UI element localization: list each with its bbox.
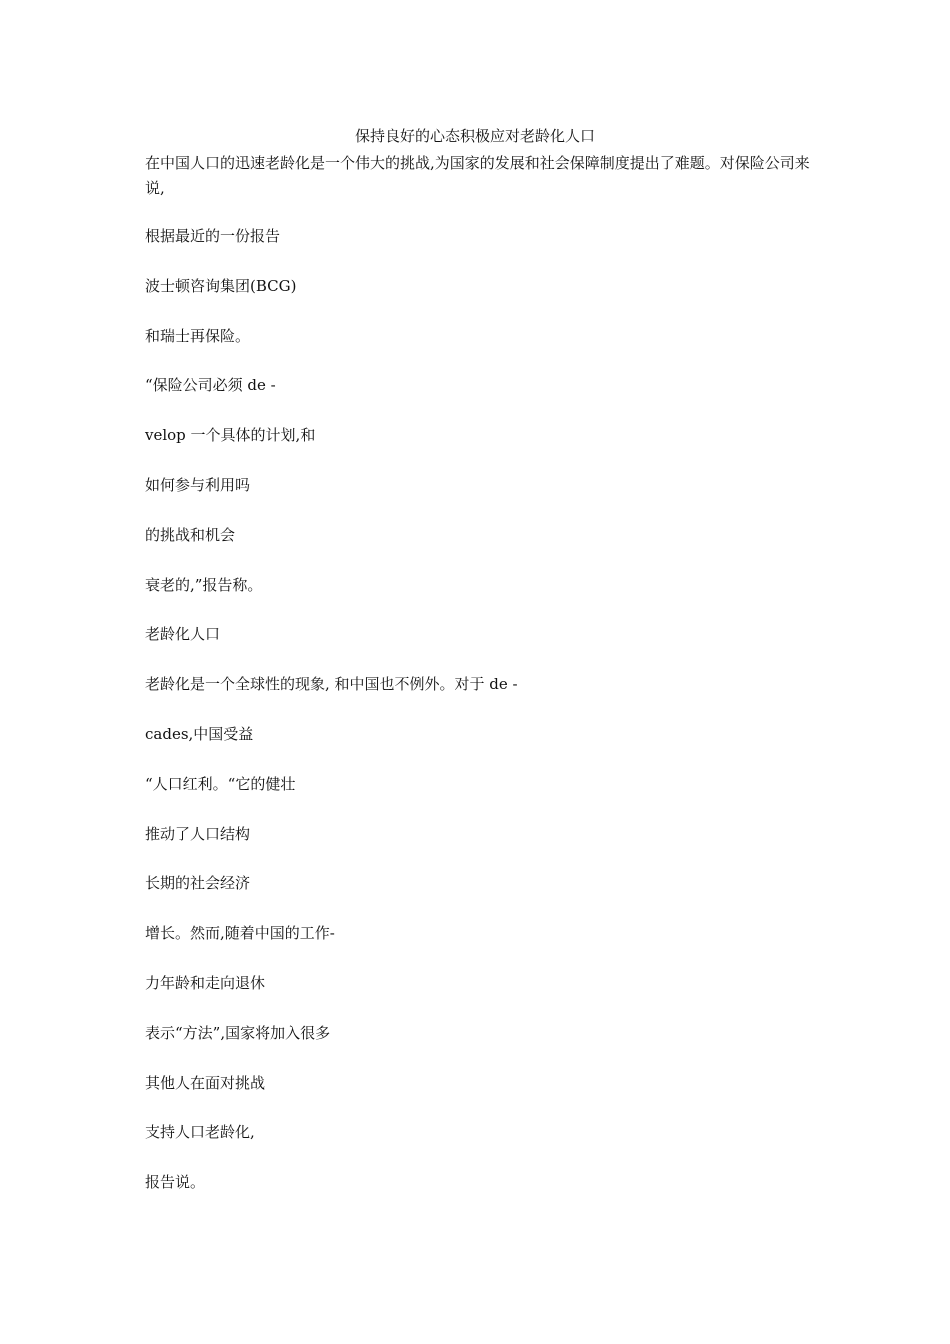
body-lines xyxy=(145,226,815,1222)
text-line: 支持人口老龄化, xyxy=(145,1123,255,1142)
section-heading: 老龄化人口 xyxy=(145,625,221,644)
text-line: 推动了人口结构 xyxy=(145,824,251,843)
text-line: 衰老的,”报告称。 xyxy=(145,575,263,594)
text-line: 根据最近的一份报告 xyxy=(145,227,281,245)
text-line: 和瑞士再保险。 xyxy=(145,326,251,345)
text-line: 波士顿咨询集团(BCG) xyxy=(145,276,297,295)
text-line: 老龄化是一个全球性的现象, 和中国也不例外。对于 de - xyxy=(145,675,518,694)
document-title: 保持良好的心态积极应对老龄化人口 xyxy=(354,127,595,145)
text-line: “人口红利。“它的健壮 xyxy=(145,774,296,793)
text-line: 长期的社会经济 xyxy=(145,874,251,893)
text-line: 增长。然而,随着中国的工作- xyxy=(145,924,335,943)
text-line: “保险公司必须 de - xyxy=(145,376,276,395)
intro-paragraph: 在中国人口的迅速老龄化是一个伟大的挑战,为国家的发展和社会保障制度提出了难题。对保险公司来说, xyxy=(145,154,810,197)
text-line: 力年龄和走向退休 xyxy=(145,973,266,992)
text-line: velop 一个具体的计划,和 xyxy=(145,426,316,445)
text-line: 表示“方法”,国家将加入很多 xyxy=(145,1023,331,1042)
text-line: 如何参与利用吗 xyxy=(145,475,251,494)
text-line: cades,中国受益 xyxy=(145,724,254,743)
text-line: 其他人在面对挑战 xyxy=(145,1073,266,1092)
text-line: 的挑战和机会 xyxy=(145,525,236,544)
text-line: 报告说。 xyxy=(145,1173,206,1192)
